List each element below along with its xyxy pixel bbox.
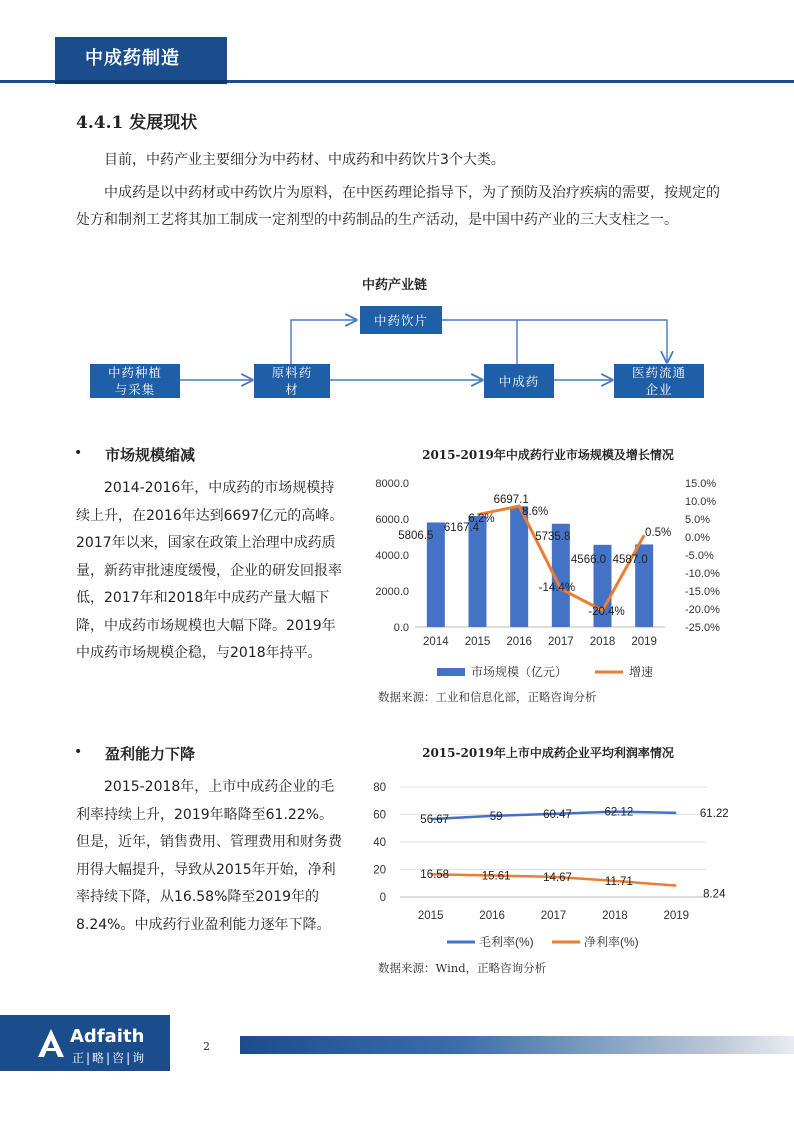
header-banner — [55, 37, 227, 80]
bar-data-label: 5806.5 — [398, 530, 434, 542]
data-label: 61.22 — [699, 807, 729, 820]
y-left-tick-label: 2000.0 — [375, 586, 409, 598]
x-tick-label: 2019 — [663, 910, 690, 922]
y-tick-label: 40 — [373, 837, 386, 849]
footer-brand: Adfaith — [70, 1026, 145, 1047]
y-left-tick-label: 0.0 — [393, 622, 409, 634]
market-paragraph: 2014-2016年，中成药的市场规模持续上升，在2016年达到6697亿元的高峰。2017年以来，国家在政策上治理中成药质量，新药审批速度缓慢，企业的研发回报率低，2017年和2018年中成药产量大幅下降，中成药市场规模也大幅下降。2019年中成药市场规模企稳，与2018年持平。 — [76, 480, 344, 661]
y-right-tick-label: -10.0% — [685, 568, 720, 580]
bullet-marker: • — [74, 445, 83, 461]
y-tick-label: 0 — [379, 892, 386, 904]
node-planting: 中药种植 与采集 — [90, 364, 180, 398]
intro-paragraph-1: 目前，中药产业主要细分为中药材、中成药和中药饮片3个大类。 — [104, 152, 505, 168]
x-tick-label: 2015 — [417, 910, 444, 922]
industry-chain-diagram — [80, 298, 720, 408]
data-label: 14.67 — [543, 871, 572, 884]
legend-gross-label: 毛利率(%) — [479, 935, 534, 949]
header-tab-accent — [55, 80, 227, 84]
data-label: 11.71 — [604, 875, 633, 888]
x-tick-label: 2018 — [589, 636, 616, 648]
legend-bar-swatch — [437, 668, 465, 676]
chain-title: 中药产业链 — [362, 278, 428, 293]
x-tick-label: 2016 — [506, 636, 532, 648]
x-tick-label: 2014 — [423, 636, 449, 648]
x-tick-label: 2015 — [464, 636, 491, 648]
arrow-raw-to-slices — [291, 320, 356, 364]
data-label: 16.58 — [420, 869, 450, 882]
page-number: 2 — [203, 1040, 210, 1053]
bar-data-label: 6697.1 — [493, 494, 529, 506]
y-right-tick-label: 10.0% — [685, 496, 717, 508]
line-data-label: 8.6% — [522, 506, 549, 518]
x-tick-label: 2017 — [548, 636, 574, 648]
node-distribution: 医药流通 企业 — [614, 364, 704, 398]
y-tick-label: 80 — [373, 782, 386, 794]
profit-source: 数据来源：Wind，正略咨询分析 — [378, 961, 547, 975]
bar-data-label: 5735.8 — [535, 531, 571, 543]
y-right-tick-label: -5.0% — [685, 550, 714, 562]
adfaith-logo-icon — [36, 1027, 66, 1059]
profit-heading: 盈利能力下降 — [105, 745, 196, 763]
section-title: 4.4.1 发展现状 — [76, 113, 198, 133]
legend-net-label: 净利率(%) — [584, 935, 639, 949]
y-right-tick-label: 15.0% — [685, 478, 717, 490]
node-herbal-slices: 中药饮片 — [360, 306, 442, 334]
x-tick-label: 2017 — [540, 910, 567, 922]
y-left-tick-label: 4000.0 — [375, 550, 409, 562]
y-tick-label: 60 — [373, 809, 386, 822]
data-label: 62.12 — [604, 806, 634, 819]
y-tick-label: 20 — [373, 864, 386, 877]
line-data-label: 6.2% — [468, 513, 495, 525]
footer-gradient-bar — [240, 1036, 794, 1054]
footer-brand-bar — [0, 1015, 170, 1071]
footer-brand-cn: 正|略|咨|询 — [72, 1051, 147, 1065]
data-label: 15.61 — [481, 870, 511, 883]
y-right-tick-label: 0.0% — [685, 532, 711, 544]
x-tick-label: 2016 — [479, 910, 505, 922]
profit-margin-chart — [355, 765, 755, 965]
data-label: 56.67 — [420, 814, 450, 827]
node-raw-material: 原料药 材 — [254, 364, 330, 398]
node-patent-medicine: 中成药 — [484, 364, 554, 398]
y-left-tick-label: 6000.0 — [375, 514, 409, 526]
legend-bar-label: 市场规模（亿元） — [471, 665, 568, 679]
market-heading: 市场规模缩减 — [105, 446, 196, 464]
data-label: 60.47 — [543, 808, 572, 821]
market-source: 数据来源：工业和信息化部，正略咨询分析 — [378, 690, 597, 704]
x-tick-label: 2019 — [631, 636, 657, 648]
bar-data-label: 4587.0 — [612, 554, 648, 566]
y-right-tick-label: -20.0% — [685, 604, 720, 616]
line-data-label: -14.4% — [538, 582, 576, 594]
data-label: 8.24 — [703, 888, 726, 901]
y-left-tick-label: 8000.0 — [375, 478, 409, 490]
market-size-chart — [355, 465, 755, 695]
bullet-marker: • — [74, 744, 83, 760]
line-data-label: -20.4% — [588, 606, 625, 618]
intro-paragraph-2: 中成药是以中药材或中药饮片为原料，在中医药理论指导下，为了预防及治疗疾病的需要，按规定的处方和制剂工艺将其加工制成一定剂型的中药制品的生产活动，是中国中药产业的三大支柱之一。 — [76, 185, 720, 228]
y-right-tick-label: 5.0% — [685, 514, 711, 526]
profit-paragraph: 2015-2018年，上市中成药企业的毛利率持续上升，2019年略降至61.22%。但是，近年，销售费用、管理费用和财务费用得大幅提升，导致从2015年开始，净利率持续下降，从16.58%降至2019年的8.24%。中成药行业盈利能力逐年下降。 — [76, 779, 342, 933]
data-label: 59 — [489, 810, 503, 823]
arrow-slices-to-dist — [442, 320, 667, 362]
bar-market-size — [510, 506, 528, 627]
profit-chart-title: 2015-2019年上市中成药企业平均利润率情况 — [422, 746, 674, 760]
bar-data-label: 6167.4 — [443, 522, 480, 534]
legend-line-label: 增速 — [629, 665, 654, 679]
y-right-tick-label: -25.0% — [685, 622, 720, 634]
x-tick-label: 2018 — [602, 910, 628, 922]
line-data-label: 0.5% — [645, 527, 672, 539]
header-title: 中成药制造 — [85, 48, 180, 69]
market-chart-title: 2015-2019年中成药行业市场规模及增长情况 — [422, 448, 674, 462]
bar-data-label: 4566.0 — [570, 554, 607, 566]
y-right-tick-label: -15.0% — [685, 586, 720, 598]
